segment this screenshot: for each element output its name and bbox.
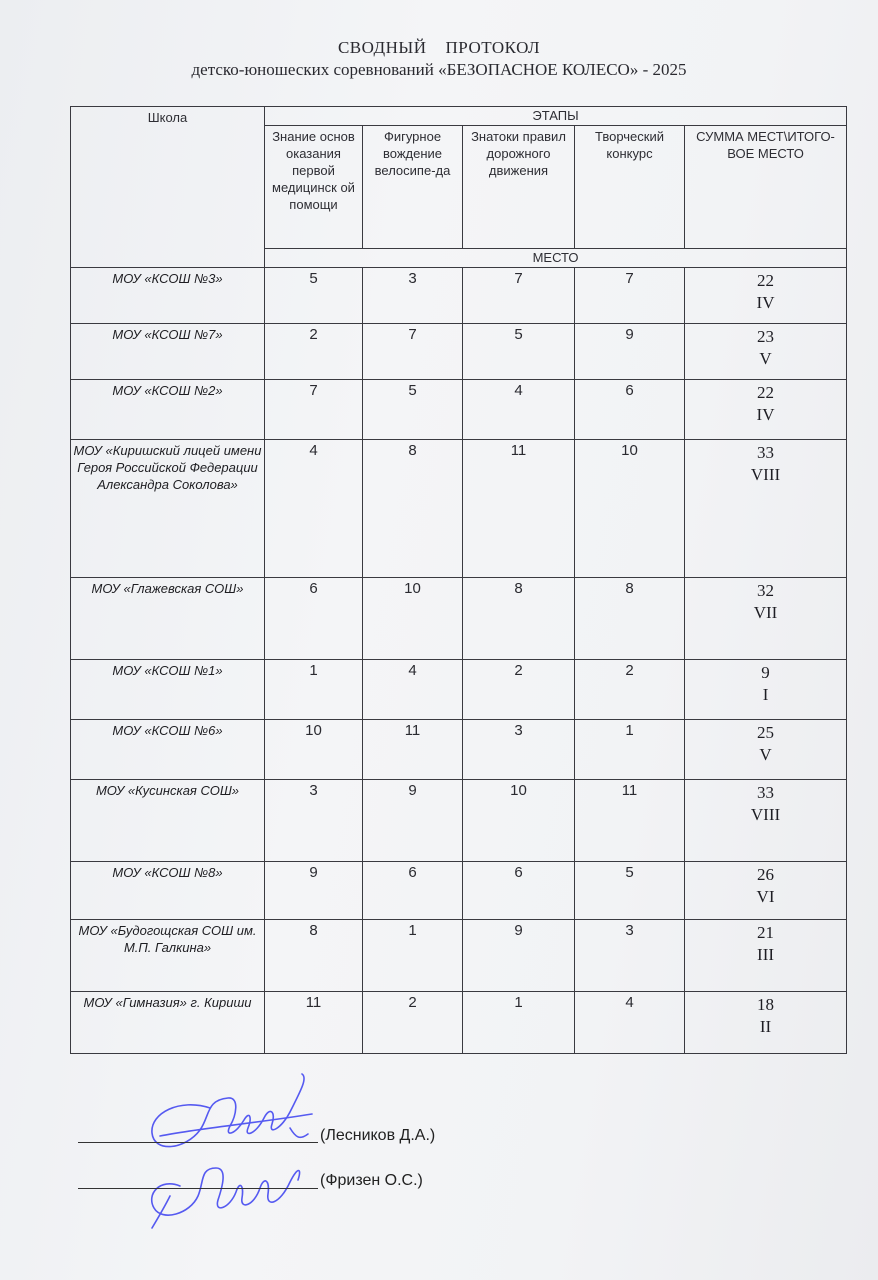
total-cell — [685, 780, 847, 862]
stage-place-cell: 9 — [265, 862, 363, 920]
final-place: VIII — [750, 805, 781, 824]
stage-place-cell: 11 — [265, 992, 363, 1054]
stage-place-cell: 1 — [463, 992, 575, 1054]
stage-place-cell: 3 — [575, 920, 685, 992]
stage-place-cell: 2 — [363, 992, 463, 1054]
final-place: I — [762, 685, 769, 704]
final-place: VI — [756, 887, 775, 906]
column-header-figure-riding: Фигурное вождение велосипе-да — [363, 126, 463, 249]
total-cell — [685, 380, 847, 440]
stage-place-cell: 6 — [463, 862, 575, 920]
column-header-total: СУММА МЕСТ\ИТОГО-ВОЕ МЕСТО — [685, 126, 847, 249]
table-row — [71, 862, 847, 920]
table-row — [71, 780, 847, 862]
stage-place-cell: 8 — [463, 578, 575, 660]
table-row — [71, 660, 847, 720]
stage-place-cell: 2 — [575, 660, 685, 720]
handwritten-signatures — [140, 1068, 340, 1238]
signatory-name-1: (Лесников Д.А.) — [320, 1127, 436, 1144]
stage-place-cell: 7 — [363, 324, 463, 380]
stage-place-cell: 11 — [363, 720, 463, 780]
school-column-header: Школа — [71, 107, 265, 268]
school-name-cell: МОУ «КСОШ №1» — [71, 660, 265, 720]
stage-place-cell: 5 — [363, 380, 463, 440]
sum-of-places: 33 — [757, 443, 775, 462]
sum-of-places: 33 — [757, 783, 775, 802]
sum-of-places: 9 — [761, 663, 770, 682]
stage-place-cell: 9 — [363, 780, 463, 862]
school-name-cell: МОУ «КСОШ №7» — [71, 324, 265, 380]
sum-of-places: 26 — [757, 865, 775, 884]
table-row — [71, 992, 847, 1054]
column-header-traffic-rules: Знатоки правил дорожного движения — [463, 126, 575, 249]
stage-place-cell: 9 — [575, 324, 685, 380]
table-row — [71, 440, 847, 578]
total-cell — [685, 324, 847, 380]
table-row — [71, 920, 847, 992]
total-cell — [685, 440, 847, 578]
stage-place-cell: 10 — [363, 578, 463, 660]
stage-place-cell: 10 — [265, 720, 363, 780]
total-cell — [685, 578, 847, 660]
school-name-cell: МОУ «КСОШ №2» — [71, 380, 265, 440]
final-place: V — [759, 349, 772, 368]
stage-place-cell: 6 — [575, 380, 685, 440]
sum-of-places: 21 — [757, 923, 775, 942]
stage-place-cell: 10 — [463, 780, 575, 862]
stage-place-cell: 11 — [463, 440, 575, 578]
stage-place-cell: 11 — [575, 780, 685, 862]
stage-place-cell: 3 — [265, 780, 363, 862]
sum-of-places: 25 — [757, 723, 775, 742]
stage-place-cell: 7 — [463, 268, 575, 324]
sum-of-places: 18 — [757, 995, 775, 1014]
school-name-cell: МОУ «Киришский лицей имени Героя Российской Федерации Александра Соколова» — [71, 440, 265, 578]
stage-place-cell: 1 — [265, 660, 363, 720]
stage-place-cell: 3 — [463, 720, 575, 780]
signature-line-1 — [78, 1142, 318, 1143]
table-row — [71, 578, 847, 660]
document-subtitle: детско-юношеских соревнований «БЕЗОПАСНОЕ КОЛЕСО» - 2025 — [191, 60, 687, 79]
final-place: IV — [756, 293, 775, 312]
stage-place-cell: 7 — [265, 380, 363, 440]
stage-place-cell: 8 — [575, 578, 685, 660]
document-title: СВОДНЫЙ ПРОТОКОЛ — [337, 38, 541, 57]
final-place: V — [759, 745, 772, 764]
total-cell — [685, 268, 847, 324]
stage-place-cell: 5 — [463, 324, 575, 380]
place-header: МЕСТО — [265, 249, 847, 268]
school-name-cell: МОУ «Будогощская СОШ им. М.П. Галкина» — [71, 920, 265, 992]
results-table — [70, 106, 847, 1054]
table-row — [71, 380, 847, 440]
sum-of-places: 22 — [757, 271, 775, 290]
school-name-cell: МОУ «Кусинская СОШ» — [71, 780, 265, 862]
stage-place-cell: 4 — [463, 380, 575, 440]
school-name-cell: МОУ «КСОШ №3» — [71, 268, 265, 324]
stage-place-cell: 2 — [265, 324, 363, 380]
signature-line-2 — [78, 1188, 318, 1189]
final-place: III — [757, 945, 775, 964]
stage-place-cell: 4 — [575, 992, 685, 1054]
table-row — [71, 268, 847, 324]
stage-place-cell: 2 — [463, 660, 575, 720]
final-place: VII — [753, 603, 778, 622]
school-name-cell: МОУ «КСОШ №8» — [71, 862, 265, 920]
sum-of-places: 22 — [757, 383, 775, 402]
column-header-creative-contest: Творческий конкурс — [575, 126, 685, 249]
school-name-cell: МОУ «Глажевская СОШ» — [71, 578, 265, 660]
total-cell — [685, 992, 847, 1054]
stage-place-cell: 5 — [575, 862, 685, 920]
total-cell — [685, 660, 847, 720]
stage-place-cell: 6 — [363, 862, 463, 920]
stages-header: ЭТАПЫ — [265, 107, 847, 126]
sum-of-places: 23 — [757, 327, 775, 346]
school-name-cell: МОУ «Гимназия» г. Кириши — [71, 992, 265, 1054]
stage-place-cell: 7 — [575, 268, 685, 324]
stage-place-cell: 8 — [265, 920, 363, 992]
stage-place-cell: 4 — [265, 440, 363, 578]
stage-place-cell: 6 — [265, 578, 363, 660]
stage-place-cell: 5 — [265, 268, 363, 324]
stage-place-cell: 8 — [363, 440, 463, 578]
total-cell — [685, 720, 847, 780]
stage-place-cell: 10 — [575, 440, 685, 578]
signatory-name-2: (Фризен О.С.) — [320, 1172, 423, 1189]
stage-place-cell: 1 — [363, 920, 463, 992]
table-row — [71, 720, 847, 780]
stage-place-cell: 3 — [363, 268, 463, 324]
stage-place-cell: 9 — [463, 920, 575, 992]
total-cell — [685, 920, 847, 992]
stage-place-cell: 4 — [363, 660, 463, 720]
final-place: VIII — [750, 465, 781, 484]
table-row — [71, 324, 847, 380]
school-name-cell: МОУ «КСОШ №6» — [71, 720, 265, 780]
stage-place-cell: 1 — [575, 720, 685, 780]
final-place: II — [759, 1017, 772, 1036]
final-place: IV — [756, 405, 775, 424]
column-header-first-aid: Знание основ оказания первой медицинск ой помощи — [265, 126, 363, 249]
sum-of-places: 32 — [757, 581, 775, 600]
total-cell — [685, 862, 847, 920]
